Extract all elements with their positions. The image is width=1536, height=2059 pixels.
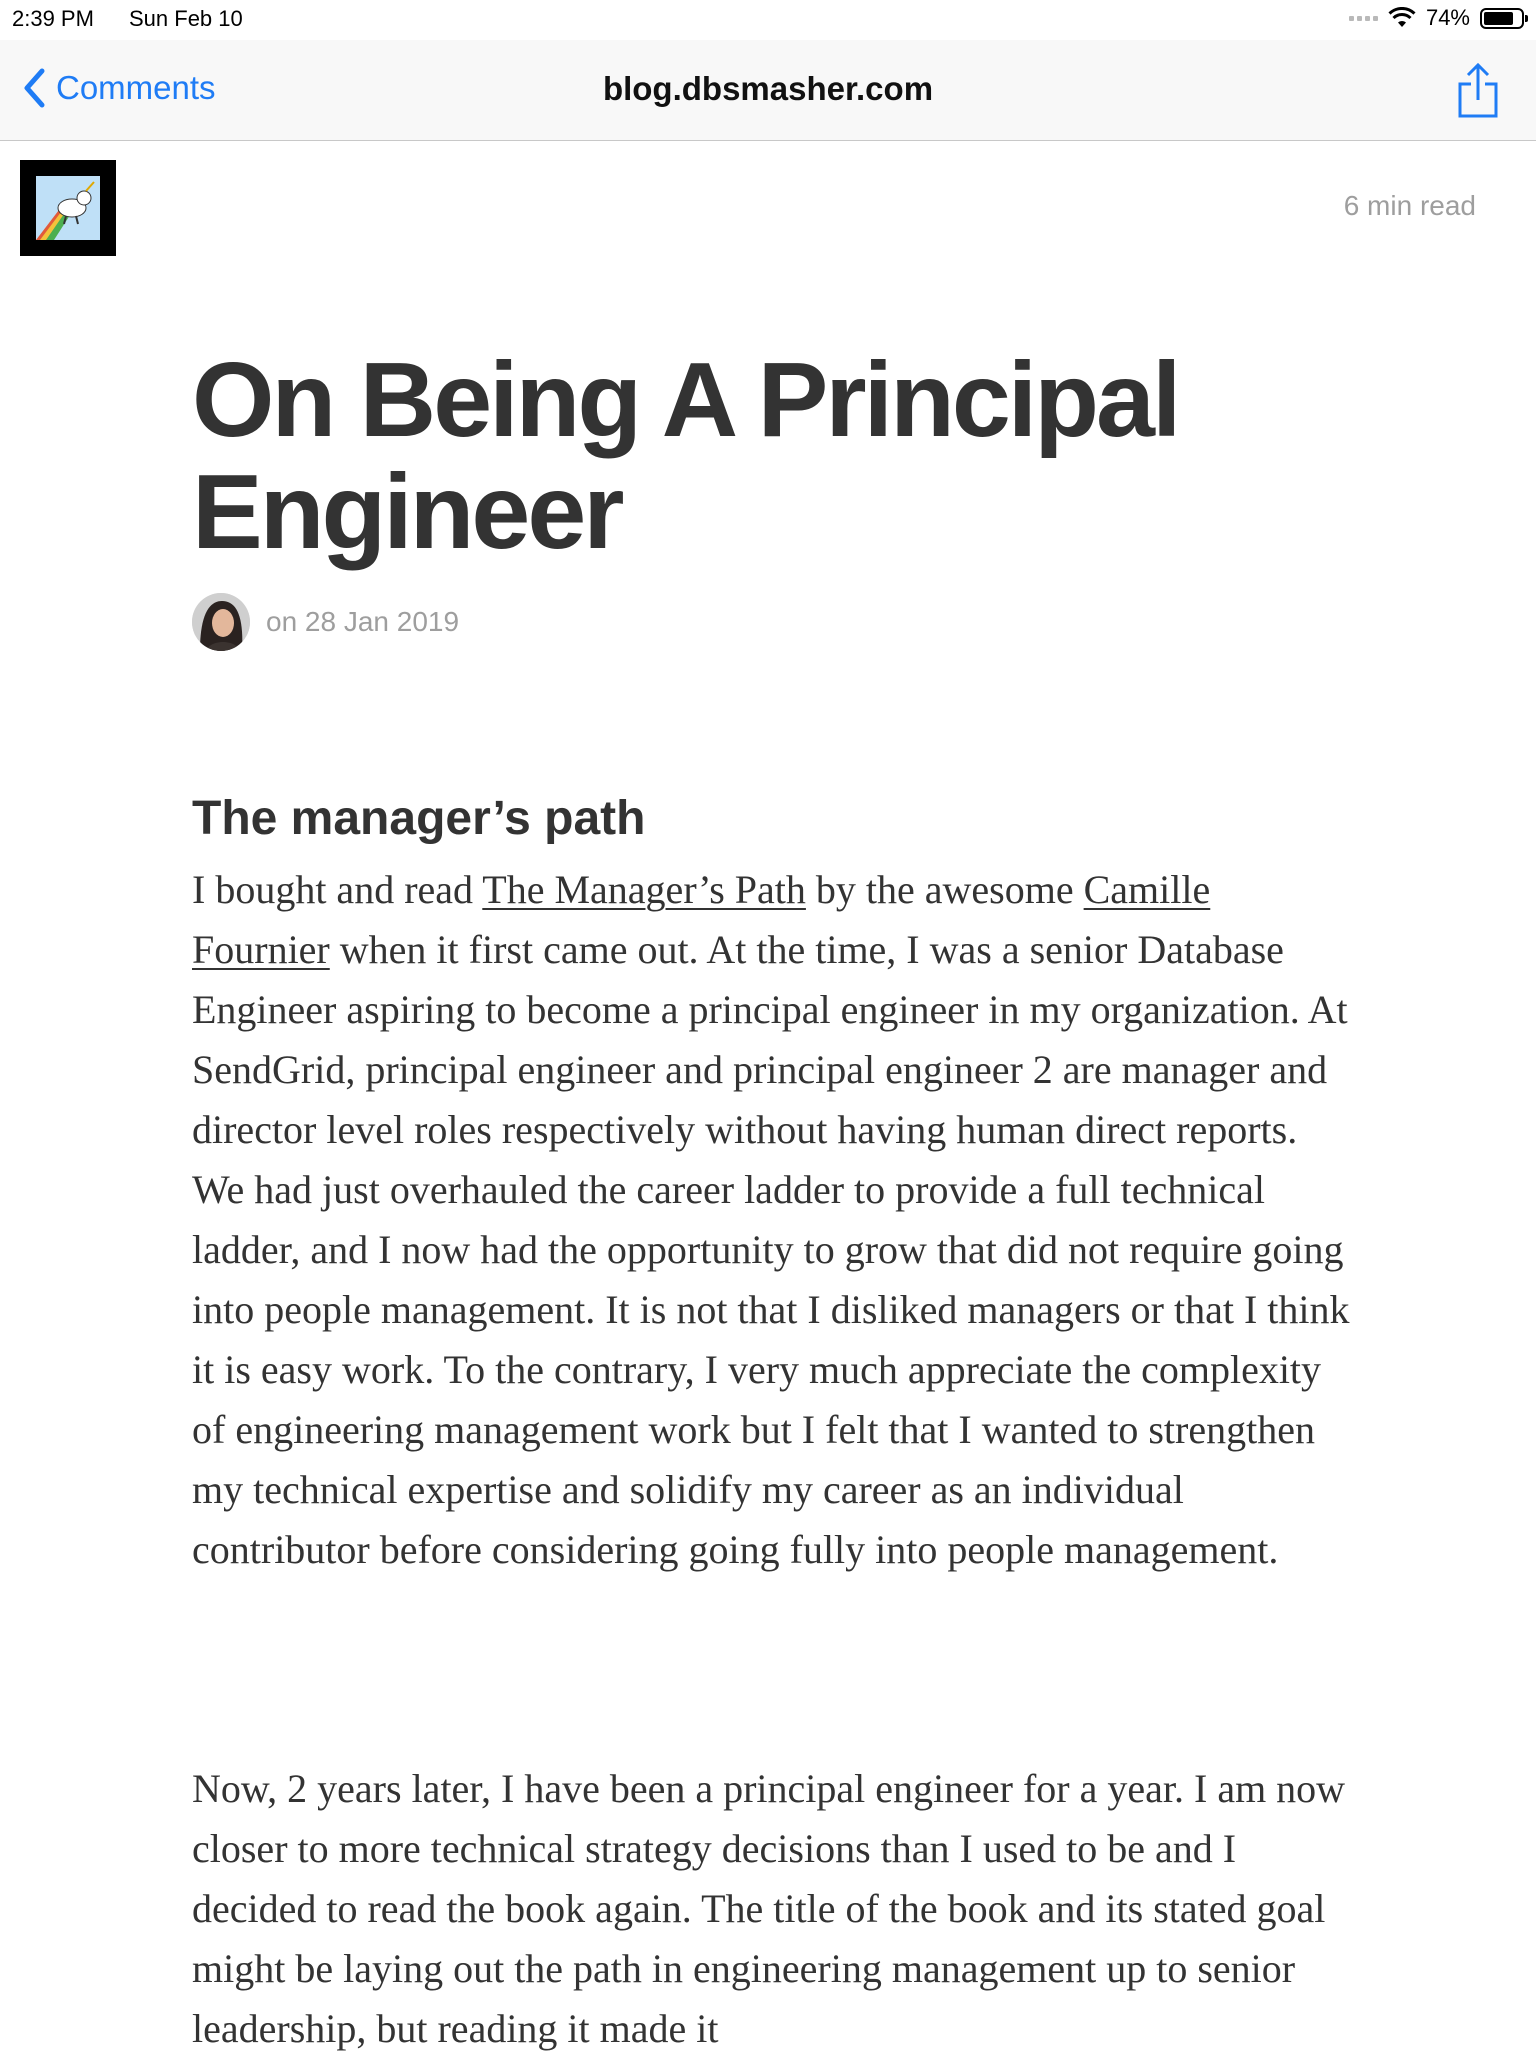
back-button-label: Comments	[56, 69, 216, 106]
book-link[interactable]: The Manager’s Path	[482, 867, 806, 912]
section-heading: The manager’s path	[192, 792, 646, 845]
cellular-signal-icon	[1349, 16, 1378, 21]
blog-logo[interactable]	[20, 160, 116, 256]
status-right	[1349, 5, 1524, 31]
article-paragraph	[192, 860, 1357, 1580]
status-bar	[0, 0, 1536, 40]
author-link[interactable]: Camille Fournier	[192, 867, 1211, 972]
wifi-icon	[1388, 7, 1416, 29]
paragraph-text: I bought and read	[192, 867, 483, 912]
publish-date: on 28 Jan 2019	[266, 606, 460, 637]
share-icon	[1456, 62, 1500, 120]
article-paragraph: Now, 2 years later, I have been a principal engineer for a year. I am now closer to more technical strategy decisions than I used to be and I decided to read the book again. The title of the book and its stated goal might be laying out the path in engineering management up to senior leadership, but reading it made it	[192, 1766, 1346, 2051]
status-time: 2:39 PM	[12, 6, 94, 31]
paragraph-text: when it first came out. At the time, I was a senior Database Engineer aspiring to become a principal engineer in my organization. At SendGrid, principal engineer and principal engineer 2 are manager and director level roles respectively without having human direct reports. We had just overhauled the career ladder to provide a full technical ladder, and I now had the opportunity to grow that did not require going into people management. It is not that I disliked managers or that I think it is easy work. To the contrary, I very much appreciate the complexity of engineering management work but I felt that I wanted to strengthen my technical expertise and solidify my career as an individual contributor before considering going fully into people management.	[192, 927, 1350, 1572]
page-url: blog.dbsmasher.com	[602, 70, 934, 107]
navigation-bar	[0, 40, 1536, 141]
read-time: 6 min read	[1343, 190, 1476, 221]
unicorn-logo-icon	[36, 176, 100, 240]
article-title: On Being A Principal Engineer	[192, 341, 1179, 571]
battery-percent: 74%	[1425, 5, 1470, 30]
author-avatar[interactable]	[192, 593, 250, 651]
paragraph-text: by the awesome	[805, 867, 1084, 912]
status-date: Sun Feb 10	[129, 6, 243, 31]
battery-icon	[1480, 8, 1524, 29]
byline	[192, 593, 459, 651]
share-button[interactable]	[1456, 62, 1500, 125]
